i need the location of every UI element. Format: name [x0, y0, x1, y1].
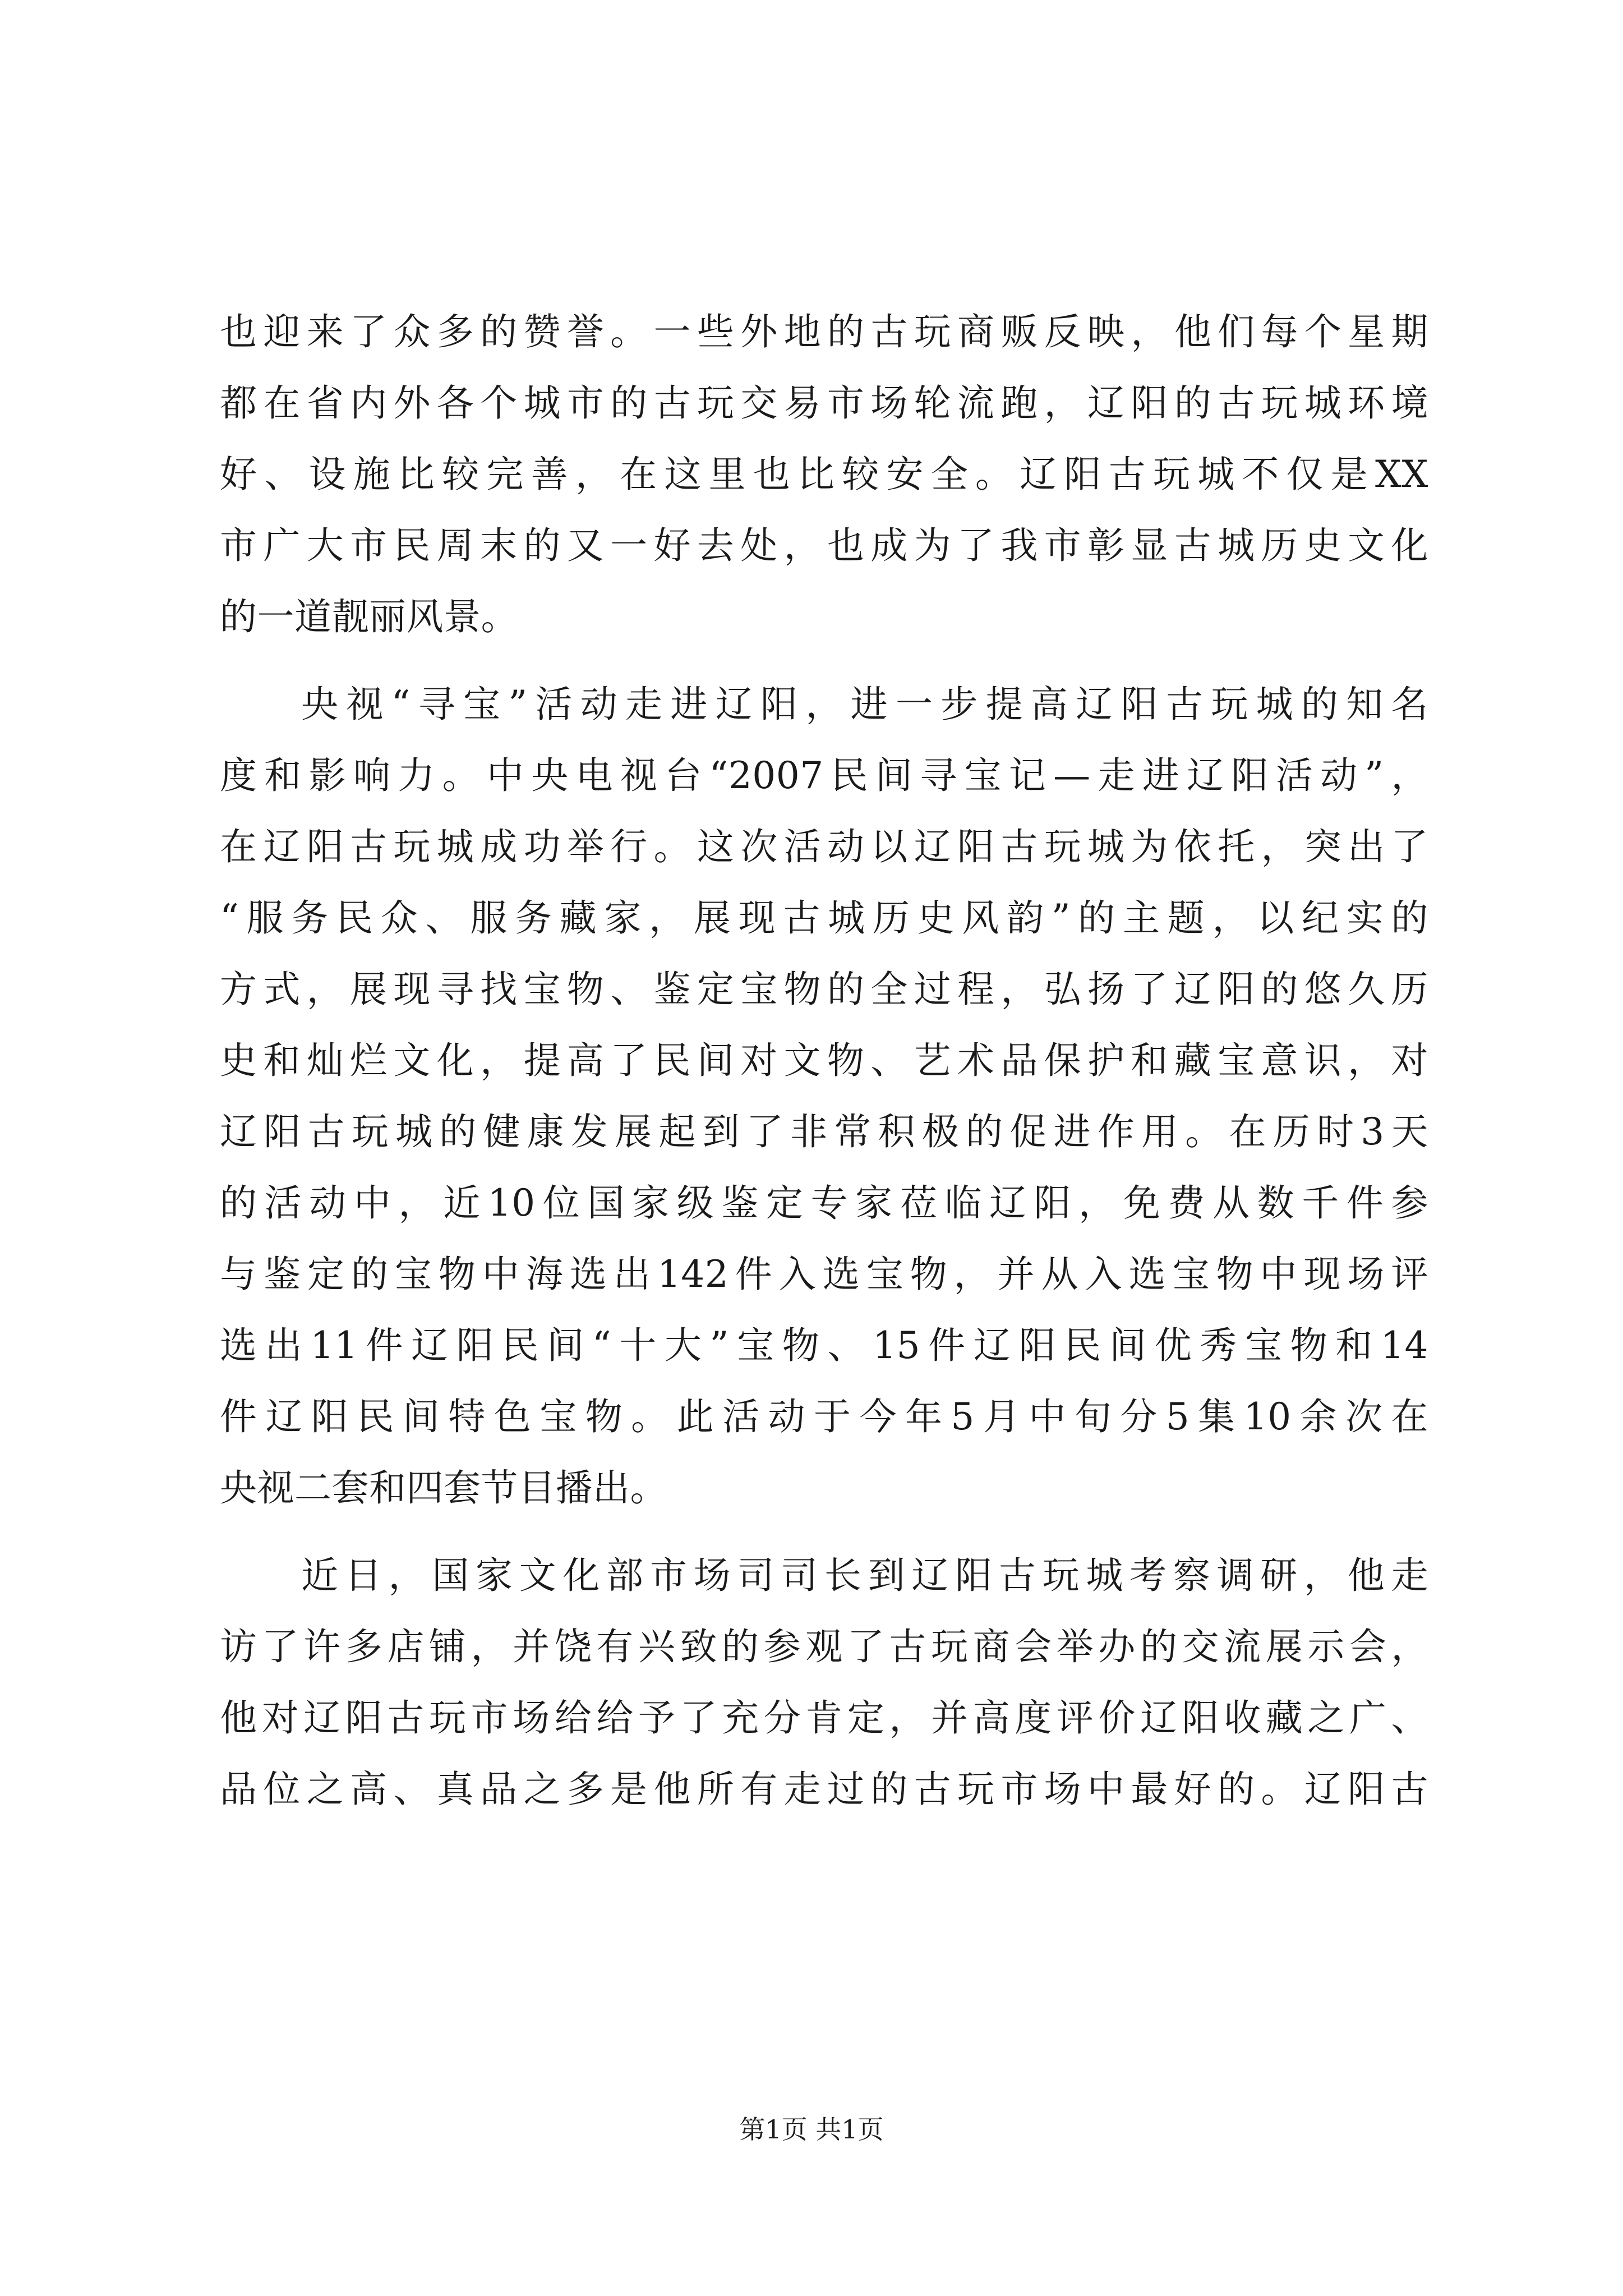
paragraph-1: [220, 296, 1428, 652]
text-line: 与鉴定的宝物中海选出142件入选宝物，并从入选宝物中现场评: [220, 1253, 1428, 1296]
text-line: 央视二套和四套节目播出。: [220, 1466, 667, 1510]
text-line: 的一道靓丽风景。: [220, 595, 518, 638]
text-line: 央视“寻宝”活动走进辽阳，进一步提高辽阳古玩城的知名: [301, 683, 1428, 726]
page-footer: [0, 2109, 1623, 2146]
text-line: “服务民众、服务藏家，展现古城历史风韵”的主题，以纪实的: [220, 896, 1428, 940]
paragraph-2: [220, 669, 1428, 1524]
text-line: 在辽阳古玩城成功举行。这次活动以辽阳古玩城为依托，突出了: [220, 825, 1428, 868]
text-line: 好、设施比较完善，在这里也比较安全。辽阳古玩城不仅是XX: [220, 453, 1428, 496]
text-line: 度和影响力。中央电视台“2007民间寻宝记—走进辽阳活动”，: [220, 754, 1428, 797]
text-line: 辽阳古玩城的健康发展起到了非常积极的促进作用。在历时3天: [220, 1110, 1428, 1153]
text-line: 都在省内外各个城市的古玩交易市场轮流跑，辽阳的古玩城环境: [220, 381, 1428, 425]
text-line: 品位之高、真品之多是他所有走过的古玩市场中最好的。辽阳古: [220, 1768, 1428, 1811]
text-line: 访了许多店铺，并饶有兴致的参观了古玩商会举办的交流展示会，: [220, 1625, 1428, 1668]
page-number-label: 第1页 共1页: [739, 2114, 884, 2145]
text-line: 史和灿烂文化，提高了民间对文物、艺术品保护和藏宝意识，对: [220, 1039, 1428, 1082]
document-body: [220, 296, 1428, 1825]
text-line: 他对辽阳古玩市场给给予了充分肯定，并高度评价辽阳收藏之广、: [220, 1696, 1428, 1740]
text-line: 选出11件辽阳民间“十大”宝物、15件辽阳民间优秀宝物和14: [220, 1324, 1428, 1367]
text-line: 近日，国家文化部市场司司长到辽阳古玩城考察调研，他走: [301, 1554, 1428, 1597]
text-line: 方式，展现寻找宝物、鉴定宝物的全过程，弘扬了辽阳的悠久历: [220, 968, 1428, 1011]
text-line: 件辽阳民间特色宝物。此活动于今年5月中旬分5集10余次在: [220, 1395, 1428, 1438]
paragraph-3: [220, 1540, 1428, 1825]
text-line: 也迎来了众多的赞誉。一些外地的古玩商贩反映，他们每个星期: [220, 310, 1428, 353]
text-line: 市广大市民周末的又一好去处，也成为了我市彰显古城历史文化: [220, 524, 1428, 567]
text-line: 的活动中，近10位国家级鉴定专家莅临辽阳，免费从数千件参: [220, 1181, 1428, 1225]
